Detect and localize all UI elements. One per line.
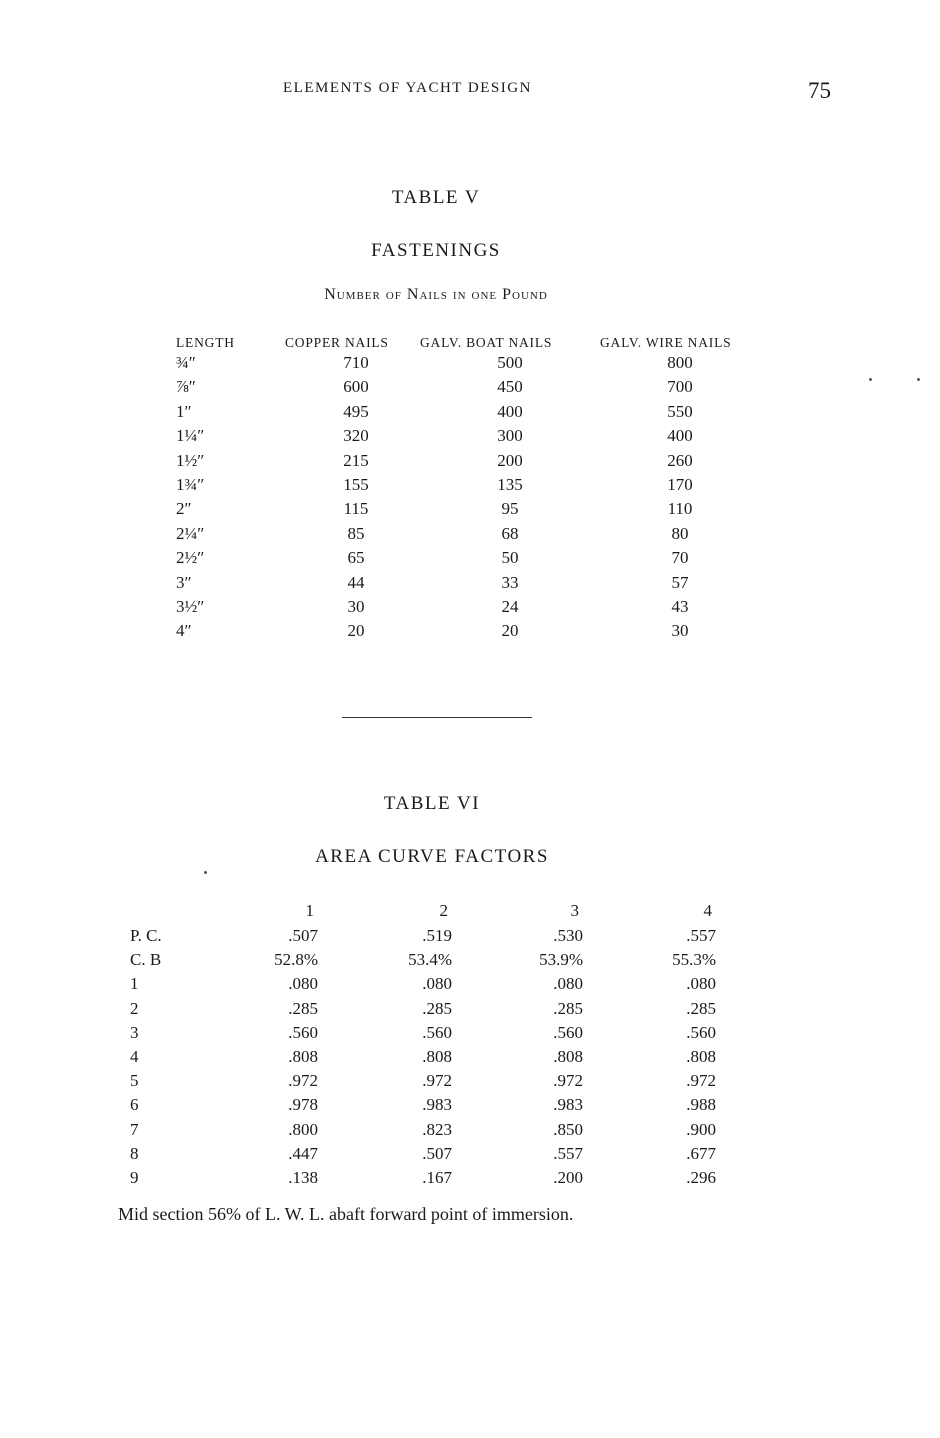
table-cell: .557 [553, 1143, 583, 1163]
table5-label: TABLE V [391, 187, 481, 208]
table-cell: .808 [422, 1047, 452, 1066]
speck [917, 378, 920, 381]
table-cell: 52.8% [274, 950, 318, 970]
table-cell: .519 [422, 926, 452, 945]
column-header: 3 [570, 901, 579, 920]
table-cell: .285 [686, 998, 716, 1018]
table-cell: .167 [422, 1168, 452, 1187]
table-cell: 550 [667, 401, 693, 421]
table-cell: .972 [422, 1071, 452, 1091]
section-divider [342, 717, 532, 718]
table-cell: 50 [501, 548, 519, 568]
table-cell: .677 [686, 1143, 716, 1163]
column-header: 1 [305, 901, 314, 920]
table-cell: 215 [343, 450, 369, 470]
table-cell: 800 [667, 353, 693, 372]
table-cell: .447 [288, 1143, 318, 1163]
row-label: P. C. [130, 926, 162, 945]
table-cell: .507 [422, 1143, 452, 1163]
table-cell: 200 [497, 450, 523, 470]
table-cell: 400 [667, 426, 693, 446]
table-cell: 20 [347, 621, 365, 641]
table-cell: 710 [343, 353, 369, 372]
table-cell: 85 [347, 523, 365, 543]
row-label: 7 [130, 1119, 139, 1139]
row-label: 3½″ [176, 597, 205, 616]
table-cell: .080 [288, 974, 318, 994]
row-label: 2 [130, 998, 139, 1018]
table-cell: .285 [288, 998, 318, 1018]
column-header: COPPER NAILS [285, 335, 389, 350]
row-label: 2¼″ [176, 523, 205, 543]
table-cell: .530 [553, 926, 583, 945]
table5-subtitle: Number of Nails in one Pound [324, 286, 548, 303]
table-cell: 20 [501, 621, 519, 641]
row-label: 8 [130, 1143, 139, 1163]
table-cell: 495 [343, 401, 369, 421]
table-cell: 80 [671, 523, 689, 543]
table-cell: .285 [422, 998, 452, 1018]
table6-title: AREA CURVE FACTORS [315, 846, 549, 867]
table-cell: 68 [501, 523, 519, 543]
table-cell: 24 [501, 597, 519, 616]
table-cell: 65 [347, 548, 365, 568]
row-label: 6 [130, 1095, 139, 1115]
table-cell: .200 [553, 1168, 583, 1187]
table-cell: .972 [553, 1071, 583, 1091]
table-cell: 57 [671, 572, 689, 592]
table-cell: 53.4% [408, 950, 452, 970]
table-cell: .983 [553, 1095, 583, 1115]
table-cell: 170 [667, 475, 693, 494]
table-cell: .983 [422, 1095, 452, 1115]
table-cell: 450 [497, 377, 523, 397]
column-header: GALV. BOAT NAILS [420, 335, 553, 350]
table-cell: 53.9% [539, 950, 583, 970]
row-label: ⅞″ [176, 377, 196, 397]
table-cell: 500 [497, 353, 523, 372]
table-cell: 700 [667, 377, 693, 397]
table-cell: 70 [671, 548, 689, 568]
row-label: 1½″ [176, 450, 205, 470]
row-label: 4″ [176, 621, 192, 641]
table-cell: .988 [686, 1095, 716, 1115]
table-cell: .808 [686, 1047, 716, 1066]
table-cell: 43 [671, 597, 689, 616]
table-cell: .285 [553, 998, 583, 1018]
table-cell: 95 [501, 499, 519, 519]
row-label: 4 [130, 1047, 139, 1066]
table-cell: .080 [422, 974, 452, 994]
table-cell: 260 [667, 450, 693, 470]
page-number: 75 [808, 78, 831, 103]
row-label: 5 [130, 1071, 139, 1091]
table-cell: 30 [347, 597, 365, 616]
table-cell: 320 [343, 426, 369, 446]
table-cell: 600 [343, 377, 369, 397]
table-cell: .296 [686, 1168, 716, 1187]
row-label: 1″ [176, 401, 192, 421]
table-cell: 300 [497, 426, 523, 446]
row-label: 2″ [176, 499, 192, 519]
table-cell: 155 [343, 475, 369, 494]
table-cell: .560 [422, 1022, 452, 1042]
table-cell: .560 [686, 1022, 716, 1042]
table-cell: .138 [288, 1168, 318, 1187]
table5-title: FASTENINGS [371, 240, 501, 261]
row-label: ¾″ [176, 353, 196, 372]
table6-label: TABLE VI [383, 793, 481, 814]
table-cell: .800 [288, 1119, 318, 1139]
table-cell: .507 [288, 926, 318, 945]
table-cell: .560 [553, 1022, 583, 1042]
row-label: 1¾″ [176, 475, 205, 494]
column-header: 2 [439, 901, 448, 920]
table-cell: 110 [667, 499, 693, 519]
row-label: C. B [130, 950, 162, 970]
speck [204, 871, 207, 874]
row-label: 2½″ [176, 548, 205, 568]
row-label: 1 [130, 974, 139, 994]
row-label: 3″ [176, 572, 192, 592]
table-cell: 400 [497, 401, 523, 421]
row-label: 9 [130, 1168, 139, 1187]
table-cell: .560 [288, 1022, 318, 1042]
column-header: GALV. WIRE NAILS [600, 335, 732, 350]
column-header: LENGTH [176, 335, 235, 350]
table-cell: .808 [288, 1047, 318, 1066]
table-cell: 135 [497, 475, 523, 494]
table-cell: .080 [686, 974, 716, 994]
table-cell: .972 [288, 1071, 318, 1091]
table-cell: .808 [553, 1047, 583, 1066]
table-cell: .978 [288, 1095, 318, 1115]
table-cell: 44 [347, 572, 365, 592]
running-header: ELEMENTS OF YACHT DESIGN [283, 80, 532, 96]
row-label: 1¼″ [176, 426, 205, 446]
table-cell: .900 [686, 1119, 716, 1139]
table-cell: .080 [553, 974, 583, 994]
table-cell: 33 [501, 572, 519, 592]
table-cell: 55.3% [672, 950, 716, 970]
column-header: 4 [703, 901, 712, 920]
table-cell: .823 [422, 1119, 452, 1139]
table6-footnote: Mid section 56% of L. W. L. abaft forward point of immersion. [118, 1204, 574, 1224]
row-label: 3 [130, 1022, 139, 1042]
table-cell: .972 [686, 1071, 716, 1091]
table-cell: .557 [686, 926, 716, 945]
table-cell: 115 [343, 499, 369, 519]
table-cell: 30 [671, 621, 689, 641]
table-cell: .850 [553, 1119, 583, 1139]
speck [869, 378, 872, 381]
